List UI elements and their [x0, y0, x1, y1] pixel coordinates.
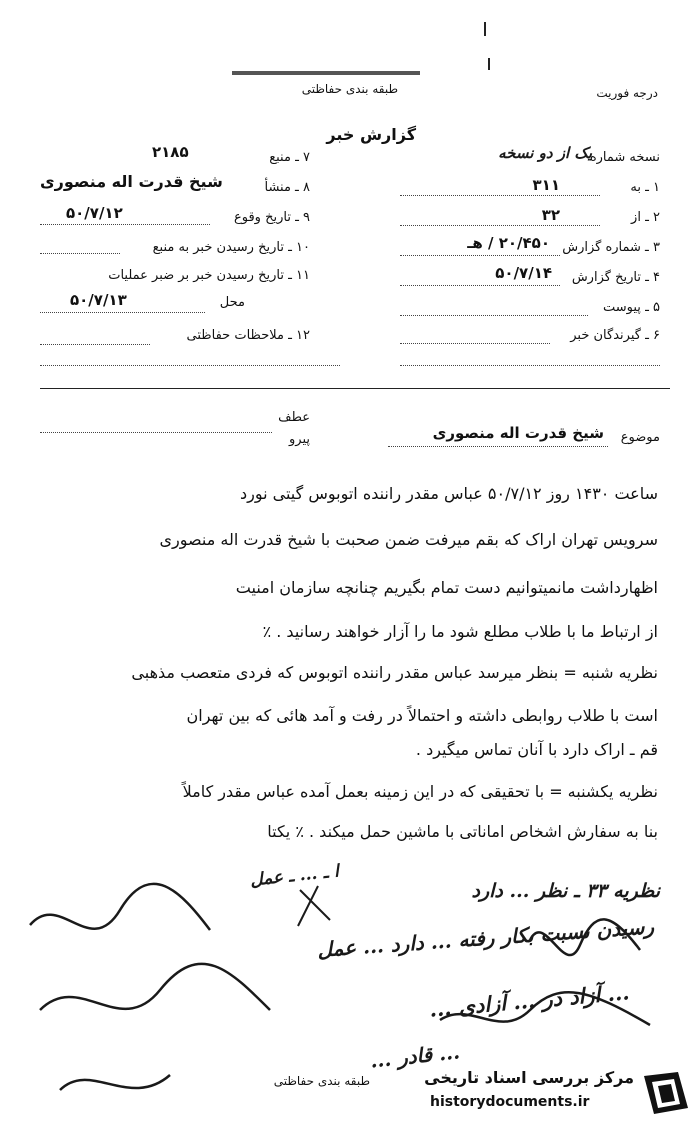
report-date-line [400, 285, 560, 286]
body-line: ساعت ۱۴۳۰ روز ۵۰/۷/۱۲ عباس مقدر راننده اتوبوس گیتی نورد [239, 484, 658, 503]
security-notes-line-2 [40, 365, 340, 366]
attachment-line [400, 315, 588, 316]
recipients-line [400, 343, 550, 344]
page-title: گزارش خبر [326, 125, 416, 144]
from-value: ۳۲ [541, 206, 560, 224]
recipients-label: ۶ ـ گیرندگان خبر [570, 328, 660, 343]
report-number-line [400, 255, 560, 256]
atf-line [40, 432, 272, 433]
handwritten-note: نظریه ۳۳ ـ نظر ... دارد [471, 880, 660, 902]
handwritten-note: رسیدن نسبت بکار رفته ... دارد ... عمل [316, 914, 655, 962]
source-received-date-label: ۱۰ ـ تاریخ رسیدن خبر به منبع [152, 240, 310, 255]
security-notes-label: ۱۲ ـ ملاحظات حفاظتی [186, 328, 310, 343]
signature-stroke [530, 919, 640, 955]
signature-stroke [60, 1075, 170, 1090]
footer-classification: طبقه بندی حفاظتی [273, 1074, 370, 1088]
body-line: سرویس تهران اراک که بقم میرفت ضمن صحبت با شیخ قدرت اله منصوری [159, 530, 658, 549]
handwritten-note: ... قادر ... [369, 1039, 462, 1073]
subject-label: موضوع [620, 430, 660, 445]
classification-label: طبقه بندی حفاظتی [301, 82, 398, 96]
report-date-value: ۵۰/۷/۱۴ [495, 264, 552, 282]
handwritten-note: ... آزاد در ... آزادی ... [428, 979, 631, 1022]
to-value: ۳۱۱ [532, 176, 560, 194]
subject-value: شیخ قدرت اله منصوری [432, 424, 604, 442]
source-label: ۷ ـ منبع [269, 150, 310, 165]
copy-number-value: یک از دو نسخه [498, 144, 592, 162]
copy-number-label: نسخه شماره [589, 150, 660, 165]
report-date-label: ۴ ـ تاریخ گزارش [571, 270, 660, 285]
body-line: بنا به سفارش اشخاص اماناتی با ماشین حمل میکند . ٪ یکتا [267, 822, 658, 841]
origin-value: شیخ قدرت اله منصوری [40, 172, 223, 191]
to-label: ۱ ـ به [630, 180, 660, 195]
place-value: ۵۰/۷/۱۳ [70, 291, 127, 309]
place-line [40, 312, 205, 313]
urgency-label: درجه فوریت [596, 86, 658, 100]
report-number-label: ۳ ـ شماره گزارش [562, 240, 660, 255]
signature-stroke [30, 884, 210, 930]
top-mark [484, 22, 486, 36]
peyro-label: پیرو [289, 432, 310, 447]
source-received-date-line [40, 253, 120, 254]
occurrence-date-line [40, 224, 210, 225]
top-mark [488, 58, 490, 70]
from-line [400, 225, 600, 226]
atf-label: عطف [278, 410, 310, 425]
header-divider [40, 388, 670, 389]
ops-received-date-label: ۱۱ ـ تاریخ رسیدن خبر بر ضبر عملیات [108, 268, 310, 283]
to-line [400, 195, 600, 196]
signature-stroke [440, 992, 650, 1025]
watermark-title: مرکز بررسی اسناد تاریخی [424, 1068, 634, 1087]
source-value: ۲۱۸۵ [152, 143, 189, 161]
recipients-line-2 [400, 365, 660, 366]
body-line: از ارتباط ما با طلاب مطلع شود ما را آزار خواهند رسانید . ٪ [262, 622, 658, 641]
from-label: ۲ ـ از [631, 210, 660, 225]
subject-line [388, 446, 608, 447]
security-notes-line [40, 344, 150, 345]
watermark-url: historydocuments.ir [430, 1094, 590, 1110]
signature-stroke [298, 886, 330, 926]
origin-label: ۸ ـ منشأ [264, 180, 310, 195]
occurrence-date-value: ۵۰/۷/۱۲ [66, 204, 123, 222]
body-line: نظریه یکشنبه = با تحقیقی که در این زمینه بعمل آمده عباس مقدر کاملاً [182, 782, 658, 801]
signature-stroke [40, 964, 270, 1010]
occurrence-date-label: ۹ ـ تاریخ وقوع [233, 210, 310, 225]
report-number-value: ۲۰/۴۵۰ / هـ [467, 234, 550, 252]
body-line: قم ـ اراک دارد با آنان تماس میگیرد . [415, 740, 658, 759]
attachment-label: ۵ ـ پیوست [603, 300, 660, 315]
body-line: نظریه شنبه = بنظر میرسد عباس مقدر راننده اتوبوس که فردی متعصب مذهبی [131, 663, 658, 682]
body-line: اظهارداشت مانمیتوانیم دست تمام بگیریم چنانچه سازمان امنیت [235, 578, 658, 597]
redacted-strip [232, 71, 420, 75]
watermark-logo-icon [638, 1068, 694, 1118]
body-line: است با طلاب روابطی داشته و احتمالاً در رفت و آمد هائی که بین تهران [186, 706, 658, 725]
handwritten-note: ا ـ ... ـ عمل [249, 861, 340, 891]
place-label: محل [219, 295, 245, 310]
